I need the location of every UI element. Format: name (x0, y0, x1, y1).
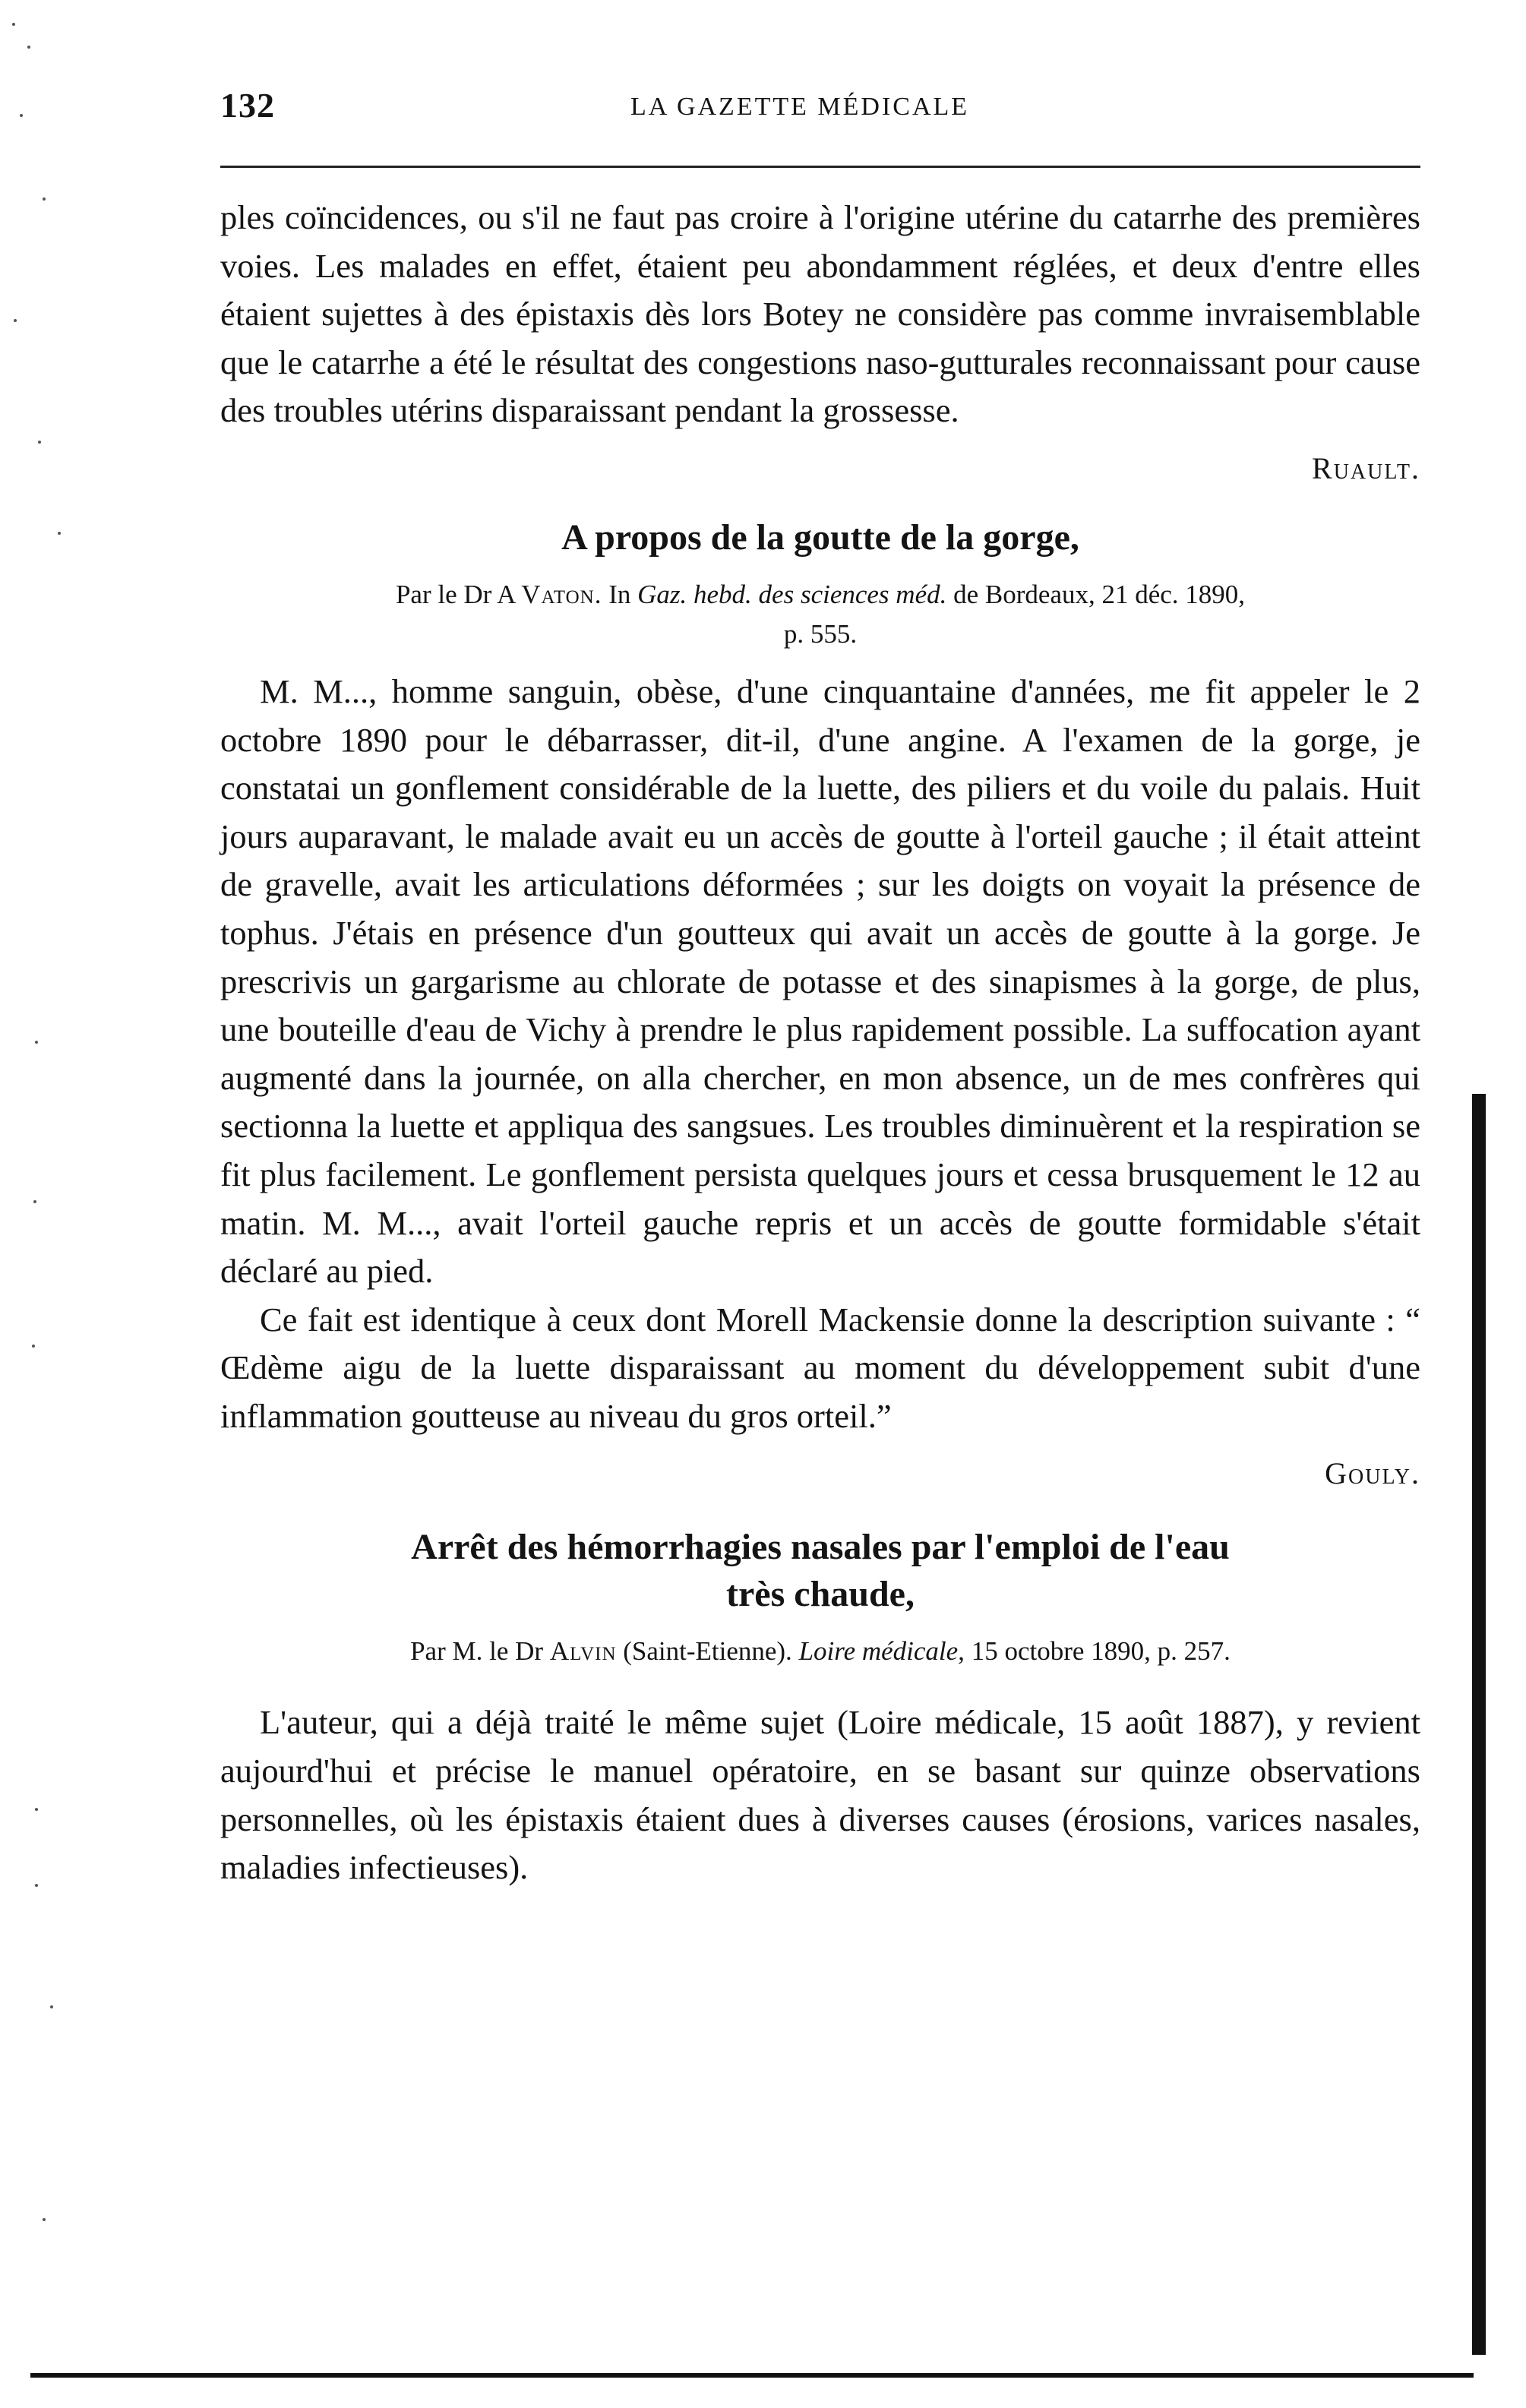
page-header (220, 85, 1420, 131)
byline-prefix: Par le Dr A (395, 579, 515, 609)
article-paragraph: M. M..., homme sanguin, obèse, d'une cinquantaine d'années, me fit appeler le 2 octobre 1890 pour le débarrasser, dit-il, d'une angine. A l'examen de la gorge, je constatai un gonflement considérable de la luette, des piliers et du voile du palais. Huit jours auparavant, le malade avait eu un accès de goutte à l'orteil gauche ; il était atteint de gravelle, avait les articulations déformées ; sur les doigts on voyait la présence de tophus. J'étais en présence d'un goutteux qui avait un accès de goutte à la gorge. Je prescrivis un gargarisme au chlorate de potasse et des sinapismes à la gorge, de plus, une bouteille d'eau de Vichy à prendre le plus rapidement possible. La suffocation ayant augmenté dans la journée, on alla chercher, en mon absence, un de mes confrères qui sectionna la luette et appliqua des sangsues. Les troubles diminuèrent et la respiration se fit plus facilement. Le gonflement persista quelques jours et cessa brusquement le 12 au matin. M. M..., avait l'orteil gauche repris et un accès de goutte formidable s'était déclaré au pied. (220, 672, 1420, 1291)
byline-in: In (608, 579, 631, 609)
scan-margin-specks (5, 15, 65, 2218)
article-hemorrhagies (220, 1524, 1420, 1891)
byline-journal: Gaz. hebd. des sciences méd. (637, 579, 947, 609)
page-content (220, 194, 1420, 1892)
title-line-1: Arrêt des hémorrhagies nasales par l'emploi de l'eau (411, 1527, 1230, 1568)
article-ruault (220, 194, 1420, 491)
article-byline (220, 575, 1420, 654)
byline-details: 15 octobre 1890, p. 257. (971, 1636, 1231, 1667)
byline-author: Vaton. (521, 579, 602, 609)
byline-prefix: Par M. le Dr (410, 1636, 544, 1667)
title-line-2: très chaude, (726, 1574, 915, 1615)
article-title: A propos de la goutte de la gorge, (561, 517, 1079, 558)
byline-journal: Loire médicale, (798, 1636, 965, 1667)
byline-author: Alvin (549, 1636, 617, 1667)
header-rule (220, 166, 1420, 168)
article-title (220, 1524, 1420, 1618)
article-paragraph: L'auteur, qui a déjà traité le même sujet (Loire médicale, 15 août 1887), y revient aujourd'hui et précise le manuel opératoire, en se basant sur quinze observations personnelles, où les épistaxis étaient dues à diverses causes (érosions, varices nasales, maladies infectieuses). (220, 1703, 1420, 1887)
running-title: LA GAZETTE MÉDICALE (630, 93, 970, 121)
byline-place: (Saint-Etienne). (623, 1636, 792, 1667)
byline-page: p. 555. (783, 618, 858, 649)
page-number: 132 (220, 86, 275, 125)
byline-details: de Bordeaux, 21 déc. 1890, (953, 579, 1246, 609)
scan-edge-shadow (1472, 1094, 1486, 2355)
article-byline (220, 1632, 1420, 1671)
author-signature: Ruault. (1312, 450, 1420, 485)
article-paragraph: ples coïncidences, ou s'il ne faut pas croire à l'origine utérine du catarrhe des premières voies. Les malades en effet, étaient peu abondamment réglées, et deux d'entre elles étaient sujettes à des épistaxis dès lors Botey ne considère pas comme invraisemblable que le catarrhe a été le résultat des congestions naso-gutturales reconnaissant pour cause des troubles utérins disparaissant pendant la grossesse. (220, 198, 1420, 430)
scan-bottom-edge (30, 2373, 1474, 2378)
article-paragraph: Ce fait est identique à ceux dont Morell Mackensie donne la description suivante : “ Œdème aigu de la luette disparaissant au moment du développement subit d'une inflammation goutteuse au niveau du gros orteil.” (220, 1300, 1420, 1435)
article-goutte-gorge (220, 514, 1420, 1497)
author-signature: Gouly. (1325, 1456, 1420, 1491)
